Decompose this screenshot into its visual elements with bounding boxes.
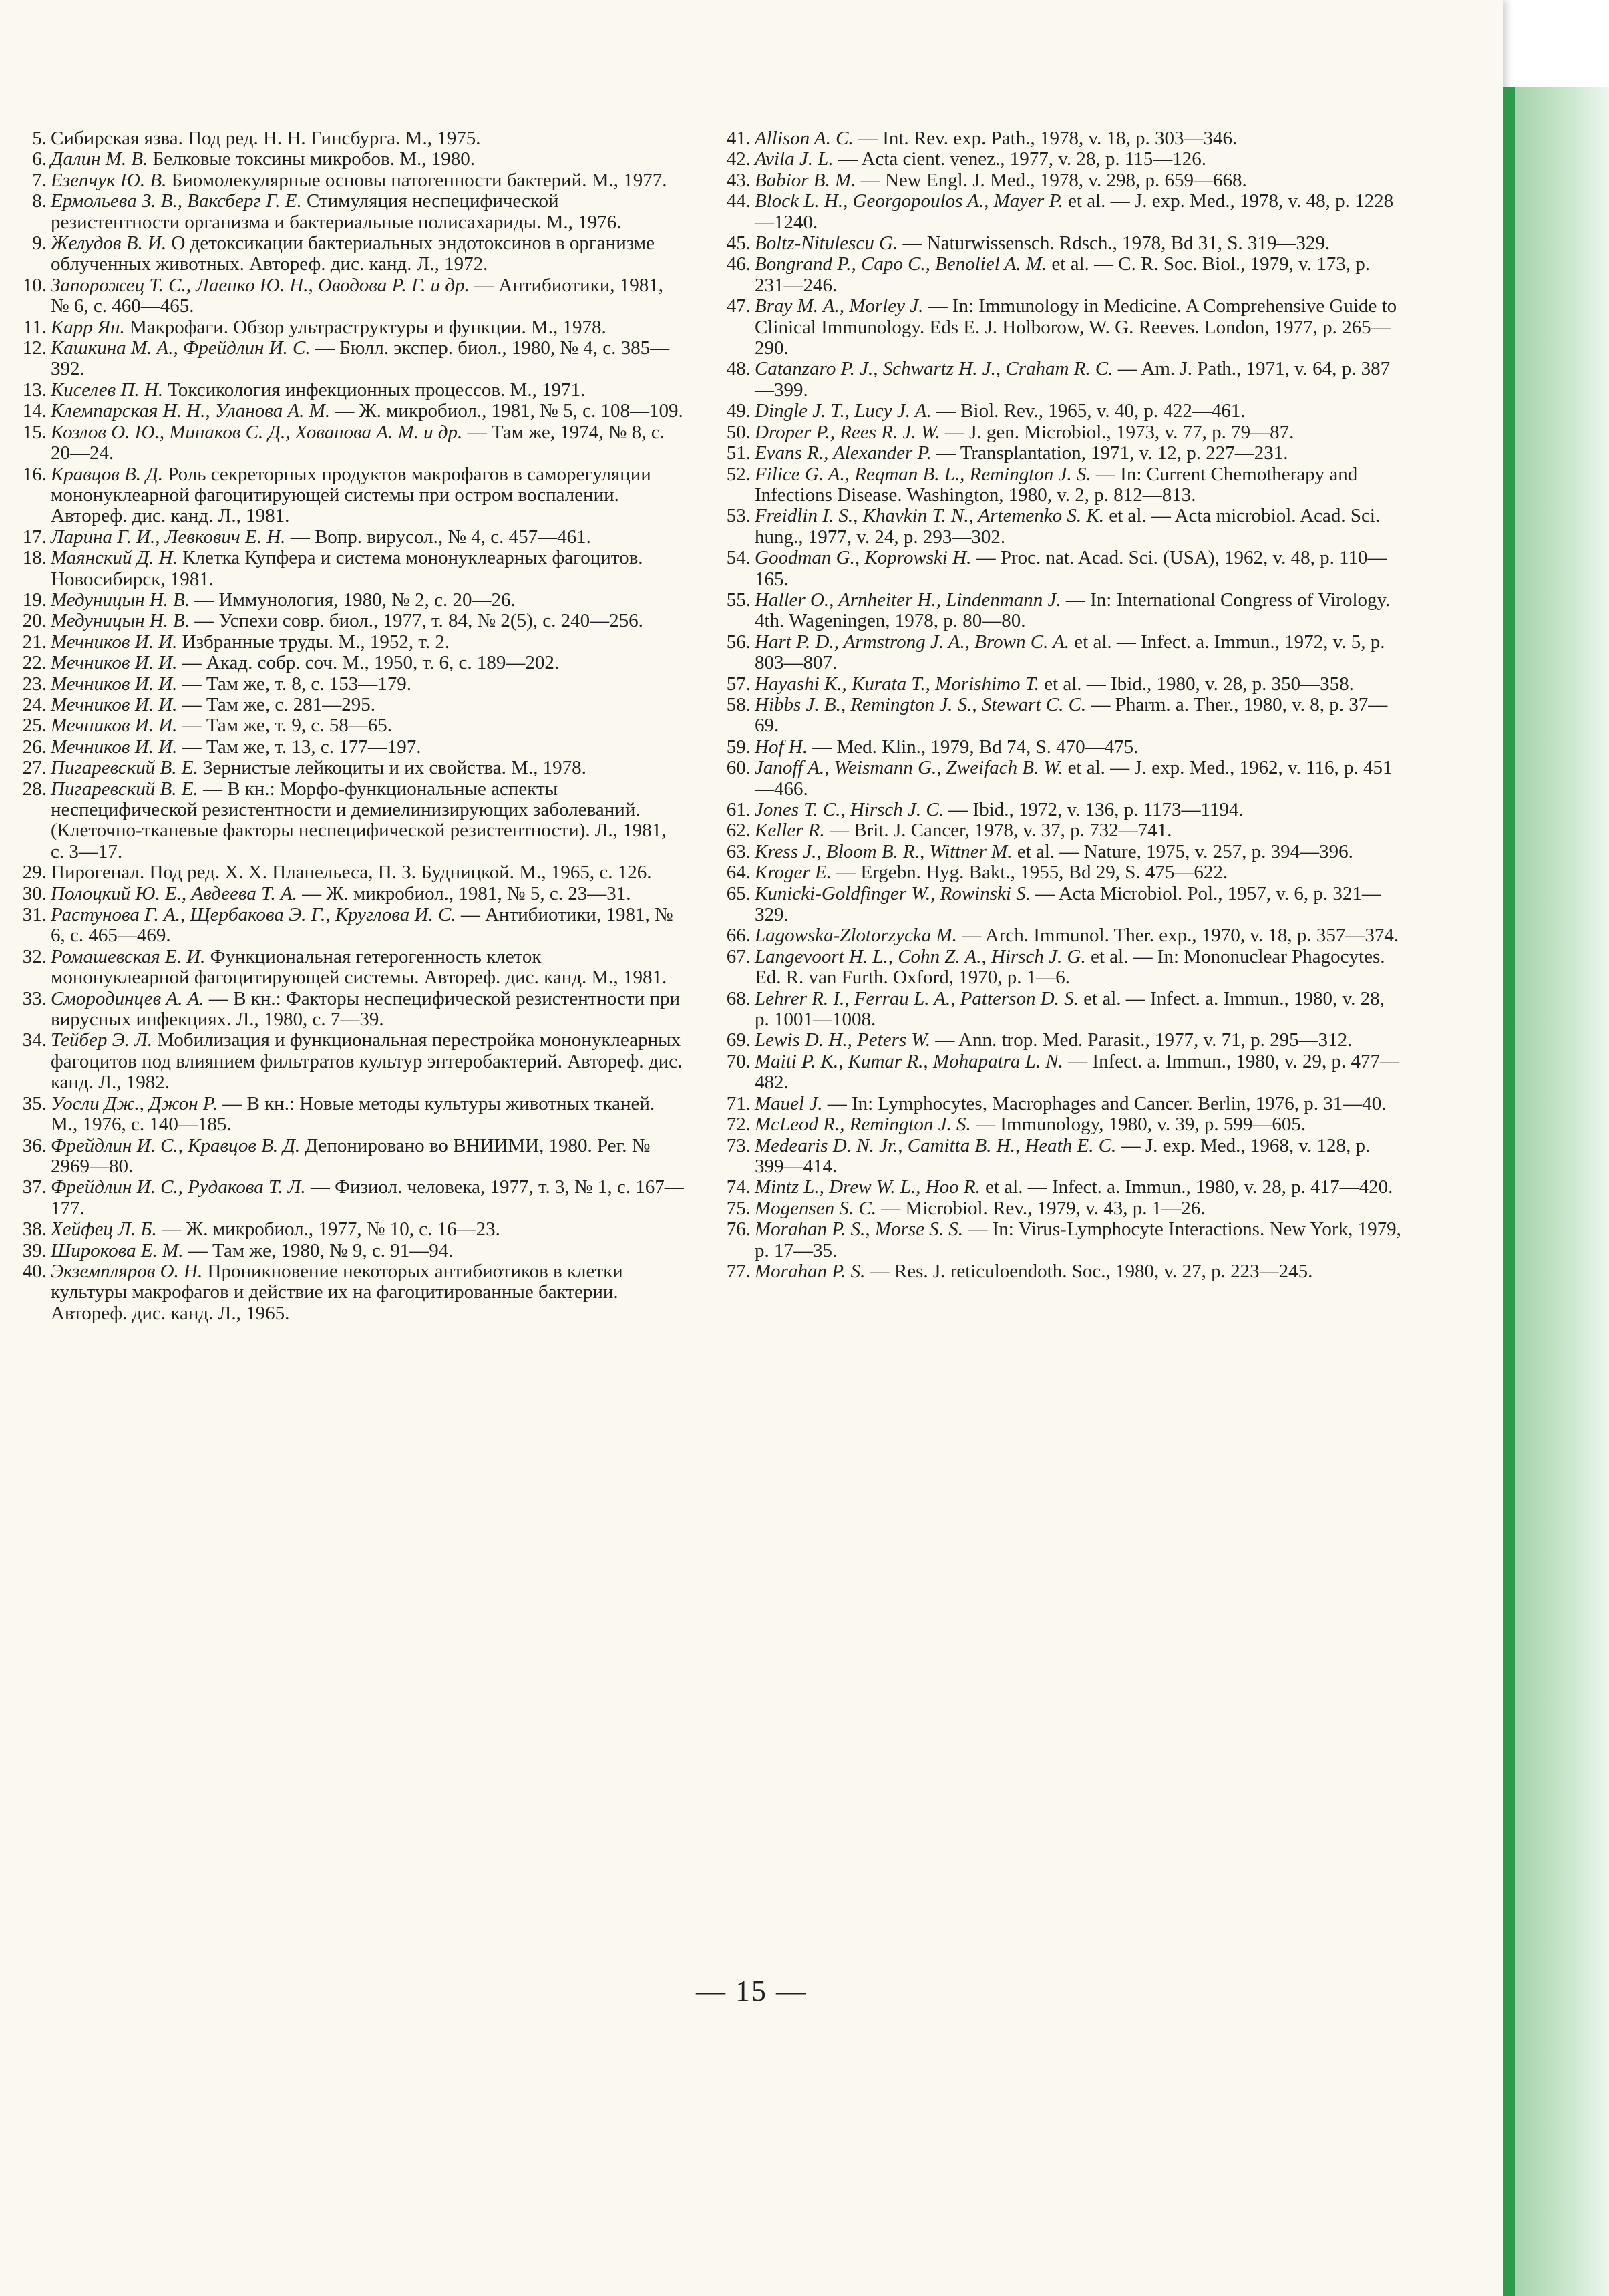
reference-entry (9, 338, 684, 380)
reference-text: — В кн.: Морфо-функциональные аспекты неспецифической резистентности и демиелинизирующих заболеваний. (Клеточно-тканевые факторы неспецифической резистентности). Л., 1981, с. 3—17. (51, 778, 667, 862)
reference-authors: Пигаревский В. Е. (51, 757, 198, 779)
reference-text: et al. — Ibid., 1980, v. 28, p. 350—358. (1039, 673, 1354, 695)
reference-number: 16. (22, 463, 47, 485)
reference-authors: Медуницын Н. В. (51, 610, 190, 632)
reference-text: — Arch. Immunol. Ther. exp., 1970, v. 18, p. 357—374. (956, 925, 1399, 947)
reference-text: — Ж. микробиол., 1981, № 5, с. 23—31. (297, 882, 631, 905)
reference-text: О детоксикации бактериальных эндотоксинов в организме облученных животных. Автореф. дис. канд. Л., 1972. (51, 232, 655, 275)
reference-number: 77. (726, 1260, 751, 1282)
reference-text: — Ж. микробиол., 1981, № 5, с. 108—109. (330, 400, 683, 422)
reference-entry (9, 611, 684, 631)
reference-authors: Langevoort H. L., Cohn Z. A., Hirsch J. G. (755, 945, 1086, 967)
reference-entry (713, 1198, 1401, 1219)
reference-text: — Acta Microbiol. Pol., 1957, v. 6, p. 321—329. (755, 882, 1381, 926)
reference-number: 28. (22, 778, 47, 800)
reference-number: 54. (726, 547, 751, 569)
reference-entry (713, 590, 1401, 632)
reference-entry (9, 548, 684, 590)
reference-authors: Кравцов В. Д. (51, 463, 163, 485)
reference-number: 44. (726, 190, 751, 212)
reference-text: et al. — Infect. a. Immun., 1980, v. 28, p. 417—420. (980, 1176, 1393, 1198)
reference-authors: Filice G. A., Reqman B. L., Remington J. S. (755, 463, 1091, 485)
reference-entry (713, 632, 1401, 674)
reference-text: et al. — J. exp. Med., 1962, v. 116, p. 451—466. (755, 757, 1393, 800)
reference-text: — Microbiol. Rev., 1979, v. 43, p. 1—26. (876, 1197, 1206, 1219)
reference-entry (713, 254, 1401, 296)
reference-text: — Res. J. reticuloendoth. Soc., 1980, v. 27, p. 223—245. (865, 1260, 1313, 1282)
reference-text: Макрофаги. Обзор ультраструктуры и функции. М., 1978. (124, 316, 606, 338)
reference-text: — Там же, т. 13, с. 177—197. (177, 735, 421, 758)
reference-authors: Hayashi K., Kurata T., Morishimo T. (755, 673, 1039, 695)
reference-number: 43. (726, 169, 751, 191)
reference-text: Биомолекулярные основы патогенности бактерий. М., 1977. (166, 169, 667, 191)
reference-text: — In: Immunology in Medicine. A Comprehensive Guide to Clinical Immunology. Eds E. J. Holborow, W. G. Reeves. London, 1977, p. 265—290. (755, 295, 1397, 359)
reference-number: 6. (32, 148, 47, 170)
reference-text: — В кн.: Факторы неспецифической резистентности при вирусных инфекциях. Л., 1980, с. 7—39. (51, 987, 680, 1031)
reference-authors: Medearis D. N. Jr., Camitta B. H., Heath E. C. (755, 1134, 1117, 1156)
green-cover-edge (1503, 87, 1609, 2296)
reference-text: — Naturwissensch. Rdsch., 1978, Bd 31, S. 319—329. (898, 232, 1330, 255)
reference-entry (713, 422, 1401, 443)
reference-number: 70. (726, 1050, 751, 1072)
reference-entry (713, 989, 1401, 1031)
reference-authors: Запорожец Т. С., Лаенко Ю. Н., Оводова Р. Г. и др. (51, 274, 470, 296)
reference-text: Избранные труды. М., 1952, т. 2. (177, 631, 450, 653)
reference-authors: Goodman G., Koprowski H. (755, 547, 972, 569)
reference-authors: Ларина Г. И., Левкович Е. Н. (51, 526, 286, 548)
reference-number: 21. (22, 631, 47, 653)
reference-text: Проникновение некоторых антибиотиков в клетки культуры макрофагов и действие их на фагоцитированные бактерии. Автореф. дис. канд. Л., 1965. (51, 1260, 623, 1324)
reference-number: 48. (726, 358, 751, 380)
reference-entry (9, 989, 684, 1031)
reference-number: 56. (726, 631, 751, 653)
reference-entry (713, 149, 1401, 170)
reference-authors: Block L. H., Georgopoulos A., Mayer P. (755, 190, 1063, 212)
reference-entry (9, 128, 684, 149)
reference-number: 76. (726, 1218, 751, 1241)
reference-text: et al. — Acta microbiol. Acad. Sci. hung., 1977, v. 24, p. 293—302. (755, 505, 1381, 548)
reference-text: — Физиол. человека, 1977, т. 3, № 1, с. 167—177. (51, 1176, 684, 1219)
reference-number: 57. (726, 673, 751, 695)
reference-authors: Hof H. (755, 735, 808, 758)
reference-entry (713, 548, 1401, 590)
reference-number: 38. (22, 1218, 47, 1241)
reference-entry (9, 1030, 684, 1093)
reference-number: 47. (726, 295, 751, 317)
reference-authors: Mogensen S. C. (755, 1197, 877, 1219)
reference-text: Клетка Купфера и система мононуклеарных фагоцитов. Новосибирск, 1981. (51, 547, 643, 590)
reference-authors: Mauel J. (755, 1092, 823, 1114)
reference-entry (713, 925, 1401, 946)
reference-authors: Allison A. C. (755, 128, 854, 149)
reference-number: 9. (32, 232, 47, 255)
reference-number: 22. (22, 652, 47, 674)
reference-number: 30. (22, 882, 47, 905)
reference-entry (713, 674, 1401, 695)
reference-number: 55. (726, 589, 751, 611)
reference-number: 11. (23, 316, 47, 338)
reference-authors: Evans R., Alexander P. (755, 442, 932, 464)
reference-authors: Lewis D. H., Peters W. (755, 1029, 931, 1051)
reference-authors: Catanzaro P. J., Schwartz H. J., Craham R. C. (755, 358, 1113, 380)
reference-text: — Ibid., 1972, v. 136, p. 1173—1194. (944, 799, 1244, 820)
reference-number: 34. (22, 1029, 47, 1051)
reference-authors: Медуницын Н. В. (51, 589, 190, 611)
reference-entry (713, 758, 1401, 800)
reference-authors: Киселев П. Н. (51, 379, 164, 401)
reference-authors: Мечников И. И. (51, 673, 178, 695)
reference-entry (9, 170, 684, 191)
reference-number: 18. (22, 547, 47, 569)
reference-authors: Козлов О. Ю., Минаков С. Д., Хованова А. М. и др. (51, 421, 463, 443)
reference-text: — Там же, т. 8, с. 153—179. (177, 673, 412, 695)
reference-entry (9, 422, 684, 464)
reference-number: 50. (726, 421, 751, 443)
reference-number: 27. (22, 757, 47, 779)
reference-text: et al. — Nature, 1975, v. 257, p. 394—396. (1012, 840, 1353, 862)
reference-entry (9, 317, 684, 338)
reference-authors: Хейфец Л. Б. (51, 1218, 157, 1241)
reference-entry (713, 1219, 1401, 1261)
reference-entry (9, 674, 684, 695)
reference-text: Пирогенал. Под ред. Х. Х. Планельеса, П. З. Будницкой. М., 1965, с. 126. (51, 862, 652, 884)
reference-entry (9, 380, 684, 401)
reference-authors: Растунова Г. А., Щербакова Э. Г., Круглова И. С. (51, 904, 456, 926)
reference-text: — Immunology, 1980, v. 39, p. 599—605. (970, 1114, 1306, 1136)
reference-authors: Bongrand P., Capo C., Benoliel A. M. (755, 253, 1047, 275)
reference-text: — Бюлл. экспер. биол., 1980, № 4, с. 385—392. (51, 337, 670, 380)
reference-number: 63. (726, 840, 751, 862)
reference-number: 20. (22, 610, 47, 632)
reference-entry (713, 695, 1401, 737)
reference-number: 71. (726, 1092, 751, 1114)
reference-authors: Lehrer R. I., Ferrau L. A., Patterson D. S. (755, 987, 1079, 1009)
reference-text: — Иммунология, 1980, № 2, с. 20—26. (190, 589, 516, 611)
reference-entry (9, 779, 684, 863)
reference-text: — Антибиотики, 1981, № 6, с. 460—465. (51, 274, 663, 317)
reference-entry (713, 1177, 1401, 1198)
reference-authors: McLeod R., Remington J. S. (755, 1114, 971, 1136)
reference-text: — Biol. Rev., 1965, v. 40, p. 422—461. (931, 400, 1246, 422)
reference-authors: Кашкина М. А., Фрейдлин И. С. (51, 337, 311, 359)
reference-entry (713, 884, 1401, 926)
reference-text: — Ann. trop. Med. Parasit., 1977, v. 71, p. 295—312. (930, 1029, 1353, 1051)
reference-text: — Proc. nat. Acad. Sci. (USA), 1962, v. 48, p. 110—165. (755, 547, 1387, 590)
reference-entry (713, 947, 1401, 989)
reference-text: Роль секреторных продуктов макрофагов в саморегуляции мононуклеарной фагоцитирующей системы при остром воспалении. Автореф. дис. канд. Л., 1981. (51, 463, 651, 527)
reference-entry (9, 1177, 684, 1219)
reference-authors: Dingle J. T., Lucy J. A. (755, 400, 932, 422)
reference-number: 7. (32, 169, 47, 191)
reference-entry (713, 1094, 1401, 1114)
reference-text: — Там же, 1980, № 9, с. 91—94. (183, 1239, 454, 1261)
reference-entry (9, 191, 684, 233)
reference-number: 31. (22, 904, 47, 926)
reference-text: et al. — C. R. Soc. Biol., 1979, v. 173, p. 231—246. (755, 253, 1371, 296)
reference-text: Депонировано во ВНИИМИ, 1980. Рег. № 2969—80. (51, 1134, 651, 1177)
reference-number: 37. (22, 1176, 47, 1198)
reference-number: 35. (22, 1092, 47, 1114)
reference-entry (9, 737, 684, 758)
page-number: — 15 — (696, 1975, 807, 2007)
reference-authors: Экземпляров О. Н. (51, 1260, 203, 1282)
reference-text: — Transplantation, 1971, v. 12, p. 227—231. (931, 442, 1288, 464)
reference-entry (9, 695, 684, 715)
reference-authors: Avila J. L. (755, 148, 834, 170)
reference-text: Зернистые лейкоциты и их свойства. М., 1978. (198, 757, 586, 779)
reference-number: 36. (22, 1134, 47, 1156)
reference-text: Мобилизация и функциональная перестройка мононуклеарных фагоцитов под влиянием фильтратов культур энтеробактерий. Автореф. дис. канд. Л., 1982. (51, 1029, 683, 1094)
reference-entry (9, 862, 684, 883)
reference-number: 23. (22, 673, 47, 695)
reference-authors: Jones T. C., Hirsch J. C. (755, 799, 944, 820)
reference-text: — In: Virus-Lymphocyte Interactions. New York, 1979, p. 17—35. (755, 1218, 1401, 1261)
reference-authors: Уосли Дж., Джон Р. (51, 1092, 218, 1114)
reference-text: — In: Current Chemotherapy and Infections Disease. Washington, 1980, v. 2, p. 812—813. (755, 463, 1358, 506)
reference-text: — Infect. a. Immun., 1980, v. 29, p. 477—482. (755, 1050, 1400, 1094)
reference-authors: Мечников И. И. (51, 652, 178, 674)
reference-text: Токсикология инфекционных процессов. М., 1971. (163, 379, 586, 401)
reference-text: — New Engl. J. Med., 1978, v. 298, p. 659—668. (856, 169, 1247, 191)
reference-number: 19. (22, 589, 47, 611)
reference-number: 25. (22, 715, 47, 737)
reference-number: 40. (22, 1260, 47, 1282)
reference-entry (9, 758, 684, 778)
reference-text: — Pharm. a. Ther., 1980, v. 8, p. 37—69. (755, 693, 1388, 737)
reference-entry (713, 820, 1401, 841)
reference-text: — Med. Klin., 1979, Bd 74, S. 470—475. (807, 735, 1139, 758)
reference-entry (713, 1114, 1401, 1135)
reference-number: 58. (726, 693, 751, 715)
reference-authors: Фрейдлин И. С., Кравцов В. Д. (51, 1134, 301, 1156)
reference-number: 51. (726, 442, 751, 464)
reference-authors: Тейбер Э. Л. (51, 1029, 153, 1051)
reference-authors: Езепчук Ю. В. (51, 169, 167, 191)
reference-entry (9, 149, 684, 170)
reference-number: 29. (22, 862, 47, 884)
reference-authors: Bray M. A., Morley J. (755, 295, 924, 317)
reference-text: Сибирская язва. Под ред. Н. Н. Гинсбурга. М., 1975. (51, 128, 481, 149)
reference-entry (713, 1136, 1401, 1178)
reference-number: 53. (726, 505, 751, 527)
reference-entry (9, 233, 684, 275)
reference-entry (713, 737, 1401, 758)
reference-text: Белковые токсины микробов. М., 1980. (148, 148, 476, 170)
reference-number: 73. (726, 1134, 751, 1156)
reference-entry (9, 947, 684, 989)
reference-number: 26. (22, 735, 47, 758)
reference-authors: Мечников И. И. (51, 735, 178, 758)
reference-authors: Карр Ян. (51, 316, 125, 338)
reference-entry (9, 401, 684, 422)
reference-entry (713, 296, 1401, 359)
reference-text: et al. — Infect. a. Immun., 1972, v. 5, p. 803—807. (755, 631, 1385, 674)
reference-entry (713, 1261, 1401, 1282)
reference-text: — Акад. собр. соч. М., 1950, т. 6, с. 189—202. (177, 652, 560, 674)
reference-entry (713, 842, 1401, 862)
reference-entry (9, 715, 684, 736)
reference-entry (9, 275, 684, 317)
reference-authors: Morahan P. S. (755, 1260, 866, 1282)
reference-entry (713, 191, 1401, 233)
reference-number: 24. (22, 693, 47, 715)
reference-text: Функциональная гетерогенность клеток мононуклеарной фагоцитирующей системы. Автореф. дис. канд. М., 1981. (51, 945, 667, 989)
reference-entry (713, 128, 1401, 149)
reference-number: 12. (22, 337, 47, 359)
reference-number: 60. (726, 757, 751, 779)
reference-number: 46. (726, 253, 751, 275)
reference-authors: Maiti P. K., Kumar R., Mohapatra L. N. (755, 1050, 1063, 1072)
reference-number: 8. (32, 190, 47, 212)
reference-entry (713, 170, 1401, 191)
reference-text: — Acta cient. venez., 1977, v. 28, p. 115—126. (833, 148, 1207, 170)
reference-authors: Широкова Е. М. (51, 1239, 184, 1261)
reference-text: — J. gen. Microbiol., 1973, v. 77, p. 79—87. (940, 421, 1294, 443)
reference-authors: Hibbs J. B., Remington J. S., Stewart C. C. (755, 693, 1087, 715)
reference-authors: Клемпарская Н. Н., Уланова А. М. (51, 400, 331, 422)
reference-entry (9, 1094, 684, 1136)
reference-text: — В кн.: Новые методы культуры животных тканей. М., 1976, с. 140—185. (51, 1092, 655, 1136)
references-right-column (713, 128, 1401, 1282)
reference-number: 62. (726, 820, 751, 842)
reference-number: 72. (726, 1114, 751, 1136)
reference-number: 49. (726, 400, 751, 422)
reference-number: 32. (22, 945, 47, 967)
reference-number: 5. (32, 128, 47, 149)
reference-number: 13. (22, 379, 47, 401)
reference-authors: Freidlin I. S., Khavkin T. N., Artemenko S. K. (755, 505, 1105, 527)
reference-entry (9, 464, 684, 527)
reference-text: — Ergebn. Hyg. Bakt., 1955, Bd 29, S. 475—622. (831, 862, 1228, 884)
reference-authors: Желудов В. И. (51, 232, 167, 255)
reference-number: 52. (726, 463, 751, 485)
reference-entry (9, 1261, 684, 1324)
reference-text: — Brit. J. Cancer, 1978, v. 37, p. 732—741. (824, 820, 1172, 842)
reference-authors: Фрейдлин И. С., Рудакова Т. Л. (51, 1176, 306, 1198)
reference-text: — Антибиотики, 1981, № 6, с. 465—469. (51, 904, 673, 947)
reference-entry (9, 590, 684, 611)
reference-text: et al. — In: Mononuclear Phagocytes. Ed. R. van Furth. Oxford, 1970, p. 1—6. (755, 945, 1385, 989)
reference-entry (713, 233, 1401, 254)
reference-number: 59. (726, 735, 751, 758)
reference-authors: Kress J., Bloom B. R., Wittner M. (755, 840, 1013, 862)
reference-entry (9, 1241, 684, 1261)
reference-number: 68. (726, 987, 751, 1009)
reference-entry (9, 632, 684, 653)
reference-authors: Мечников И. И. (51, 715, 178, 737)
reference-authors: Droper P., Rees R. J. W. (755, 421, 940, 443)
reference-number: 69. (726, 1029, 751, 1051)
reference-authors: Hart P. D., Armstrong J. A., Brown C. A. (755, 631, 1070, 653)
reference-number: 17. (22, 526, 47, 548)
reference-authors: Keller R. (755, 820, 825, 842)
reference-entry (9, 1136, 684, 1178)
reference-number: 39. (22, 1239, 47, 1261)
reference-entry (9, 905, 684, 947)
reference-number: 14. (22, 400, 47, 422)
reference-authors: Мечников И. И. (51, 693, 178, 715)
reference-entry (713, 506, 1401, 548)
reference-entry (713, 401, 1401, 422)
reference-entry (713, 800, 1401, 820)
reference-authors: Babior B. M. (755, 169, 856, 191)
reference-text: — Там же, т. 9, с. 58—65. (177, 715, 393, 737)
reference-entry (713, 359, 1401, 401)
reference-text: — Ж. микробиол., 1977, № 10, с. 16—23. (156, 1218, 500, 1241)
reference-authors: Полоцкий Ю. Е., Авдеева Т. А. (51, 882, 297, 905)
reference-authors: Mintz L., Drew W. L., Hoo R. (755, 1176, 980, 1198)
reference-authors: Morahan P. S., Morse S. S. (755, 1218, 964, 1241)
reference-number: 15. (22, 421, 47, 443)
reference-text: — Успехи совр. биол., 1977, т. 84, № 2(5), с. 240—256. (190, 610, 643, 632)
reference-entry (713, 464, 1401, 506)
reference-text: — Вопр. вирусол., № 4, с. 457—461. (285, 526, 591, 548)
reference-number: 64. (726, 862, 751, 884)
reference-number: 67. (726, 945, 751, 967)
reference-text: et al. — Infect. a. Immun., 1980, v. 28, p. 1001—1008. (755, 987, 1385, 1031)
reference-authors: Kunicki-Goldfinger W., Rowinski S. (755, 882, 1031, 905)
reference-authors: Ермольева З. В., Ваксберг Г. Е. (51, 190, 302, 212)
reference-text: Стимуляция неспецифической резистентности организма и бактериальные полисахариды. М., 1976. (51, 190, 622, 233)
reference-entry (9, 653, 684, 673)
reference-authors: Далин М. В. (51, 148, 148, 170)
reference-text: — Int. Rev. exp. Path., 1978, v. 18, p. 303—346. (853, 128, 1238, 149)
reference-authors: Kroger E. (755, 862, 832, 884)
references-left-column (9, 128, 684, 1324)
reference-authors: Ромашевская Е. И. (51, 945, 206, 967)
reference-authors: Haller O., Arnheiter H., Lindenmann J. (755, 589, 1061, 611)
reference-text: et al. — J. exp. Med., 1978, v. 48, p. 1228—1240. (755, 190, 1394, 233)
reference-entry (9, 527, 684, 548)
reference-authors: Смородинцев А. А. (51, 987, 204, 1009)
reference-number: 33. (22, 987, 47, 1009)
reference-authors: Маянский Д. Н. (51, 547, 178, 569)
reference-number: 74. (726, 1176, 751, 1198)
reference-number: 75. (726, 1197, 751, 1219)
reference-text: — In: Lymphocytes, Macrophages and Cancer. Berlin, 1976, p. 31—40. (822, 1092, 1387, 1114)
reference-authors: Пигаревский В. Е. (51, 778, 198, 800)
reference-text: — Там же, 1974, № 8, с. 20—24. (51, 421, 665, 464)
reference-text: — In: International Congress of Virology. 4th. Wageningen, 1978, p. 80—80. (755, 589, 1391, 632)
reference-authors: Janoff A., Weismann G., Zweifach B. W. (755, 757, 1063, 779)
reference-number: 41. (726, 128, 751, 149)
reference-number: 65. (726, 882, 751, 905)
reference-number: 42. (726, 148, 751, 170)
reference-text: — Am. J. Path., 1971, v. 64, p. 387—399. (755, 358, 1391, 401)
reference-authors: Lagowska-Zlotorzycka M. (755, 925, 957, 947)
reference-entry (713, 1030, 1401, 1051)
reference-authors: Мечников И. И. (51, 631, 178, 653)
reference-entry (713, 862, 1401, 883)
reference-number: 66. (726, 925, 751, 947)
reference-authors: Boltz-Nitulescu G. (755, 232, 898, 255)
reference-entry (9, 1219, 684, 1240)
reference-number: 10. (22, 274, 47, 296)
reference-text: — J. exp. Med., 1968, v. 128, p. 399—414. (755, 1134, 1371, 1177)
reference-entry (713, 443, 1401, 464)
reference-number: 61. (726, 799, 751, 820)
reference-entry (713, 1051, 1401, 1094)
reference-entry (9, 884, 684, 905)
reference-text: — Там же, с. 281—295. (177, 693, 376, 715)
reference-number: 45. (726, 232, 751, 255)
